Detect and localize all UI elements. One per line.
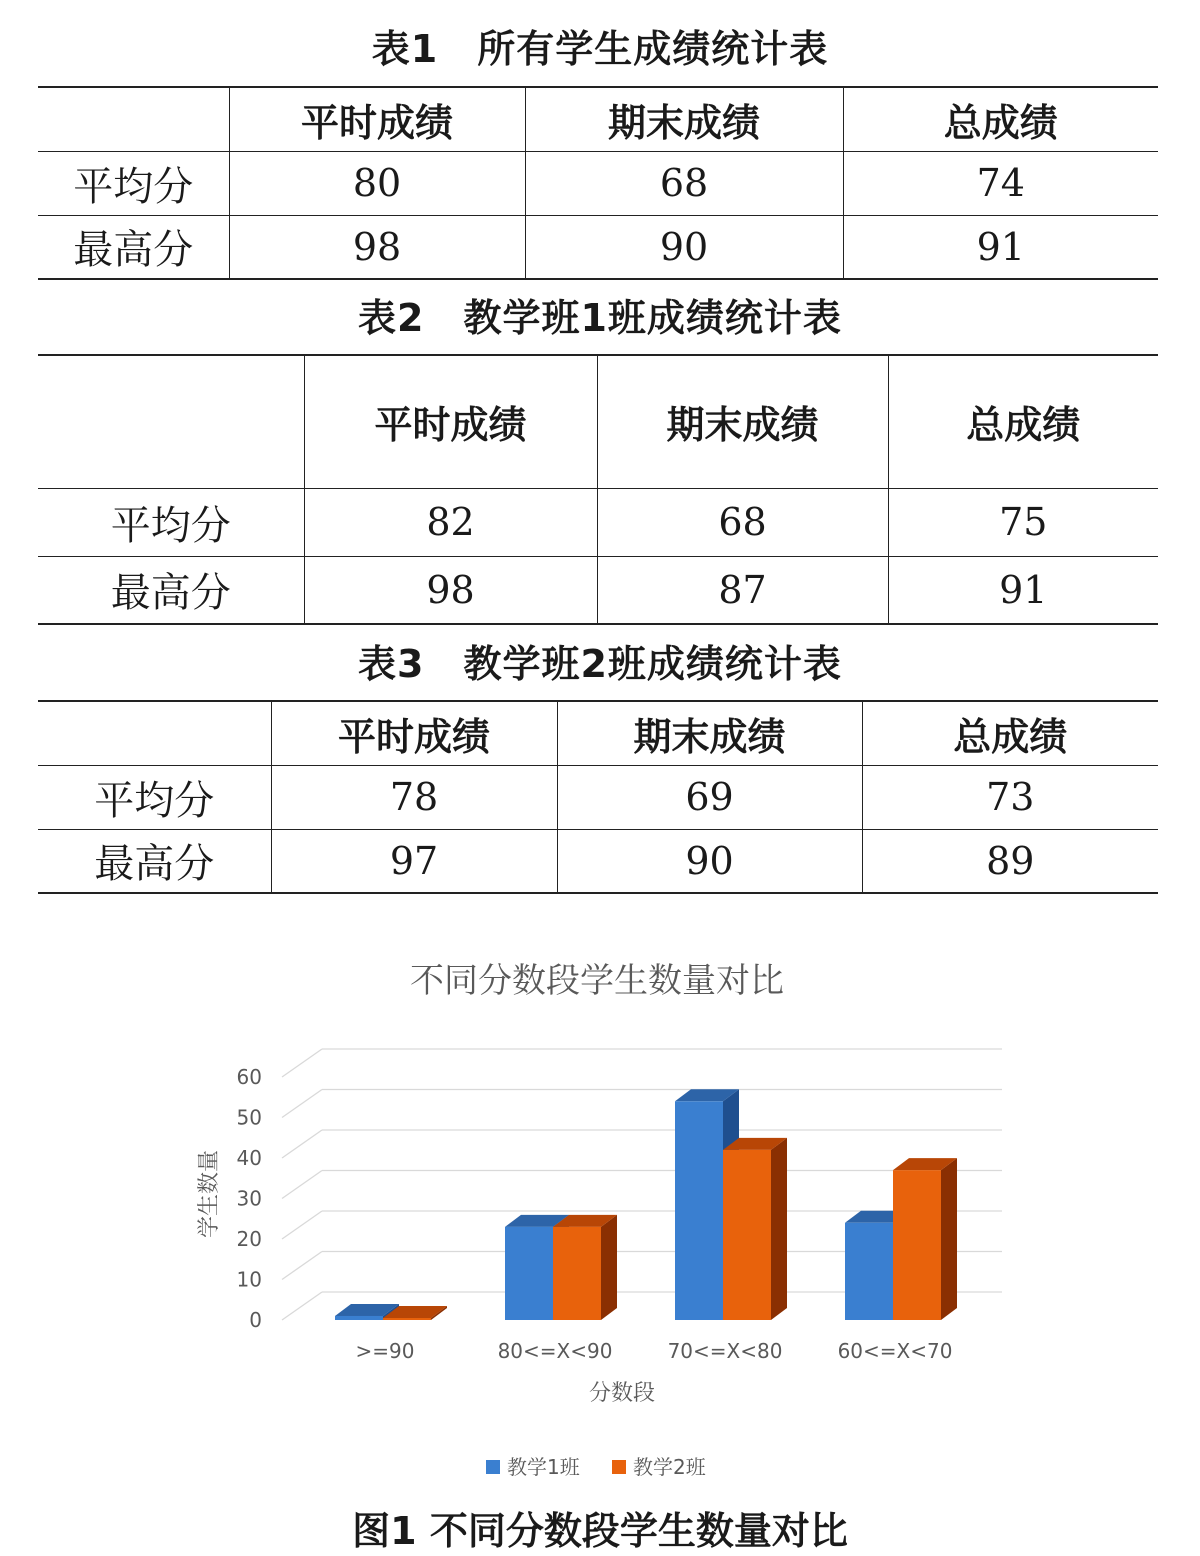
table1-header-col2: 期末成绩 <box>525 87 843 151</box>
bar-side <box>601 1215 617 1320</box>
table1-cell: 90 <box>525 215 843 279</box>
table2-header-col1: 平时成绩 <box>304 355 597 488</box>
table1-header-col3: 总成绩 <box>843 87 1158 151</box>
bar-side <box>771 1138 787 1320</box>
chart-y-label: 学生数量 <box>197 1149 222 1239</box>
bar <box>845 1223 893 1320</box>
table2-row-label: 最高分 <box>38 556 304 624</box>
y-tick-label: 10 <box>236 1267 262 1292</box>
x-tick-label: >=90 <box>355 1339 415 1363</box>
gridline-depth <box>282 1090 322 1118</box>
y-tick-label: 40 <box>236 1146 262 1170</box>
table2-cell: 87 <box>597 556 888 624</box>
gridline-depth <box>282 1130 322 1158</box>
table2-header-corner <box>38 355 304 488</box>
chart-y-axis <box>237 1065 262 1332</box>
table3-header-col2: 期末成绩 <box>557 701 862 765</box>
table1-row-label: 平均分 <box>38 151 229 215</box>
bar <box>675 1101 723 1320</box>
table2-cell: 68 <box>597 488 888 556</box>
gridline-depth <box>282 1252 322 1280</box>
table2-cell: 98 <box>304 556 597 624</box>
gridline-depth <box>282 1049 322 1077</box>
table3-caption: 表3 教学班2班成绩统计表 <box>358 642 842 686</box>
table3-cell: 89 <box>862 829 1158 893</box>
legend-label-class1: 教学1班 <box>507 1455 580 1479</box>
bar-side <box>941 1158 957 1320</box>
table2-header-col3: 总成绩 <box>888 355 1158 488</box>
table1-header-corner <box>38 87 229 151</box>
table3-cell: 73 <box>862 765 1158 829</box>
table1-caption: 表1 所有学生成绩统计表 <box>371 27 829 71</box>
table1-cell: 80 <box>229 151 525 215</box>
table3-header-col1: 平时成绩 <box>271 701 557 765</box>
table1-header-col1: 平时成绩 <box>229 87 525 151</box>
table1-cell: 98 <box>229 215 525 279</box>
table1-row-label: 最高分 <box>38 215 229 279</box>
chart-x-axis <box>356 1339 953 1363</box>
bar <box>383 1318 431 1320</box>
y-tick-label: 0 <box>249 1308 262 1332</box>
x-tick-label: 80<=X<90 <box>497 1339 613 1363</box>
bar-chart <box>0 940 1200 1500</box>
table3 <box>38 700 1158 894</box>
bar <box>553 1227 601 1320</box>
table2-cell: 82 <box>304 488 597 556</box>
table1-cell: 91 <box>843 215 1158 279</box>
bar <box>335 1316 383 1320</box>
table2 <box>38 354 1158 625</box>
chart-legend <box>486 1455 706 1479</box>
gridline-depth <box>282 1211 322 1239</box>
y-tick-label: 20 <box>236 1227 262 1251</box>
table3-header-corner <box>38 701 271 765</box>
x-tick-label: 70<=X<80 <box>667 1339 783 1363</box>
table3-row-label: 平均分 <box>38 765 271 829</box>
table3-row-label: 最高分 <box>38 829 271 893</box>
table2-caption: 表2 教学班1班成绩统计表 <box>358 296 842 340</box>
gridline-depth <box>282 1171 322 1199</box>
figure-caption: 图1 不同分数段学生数量对比 <box>352 1509 848 1553</box>
legend-swatch-class1 <box>486 1460 500 1474</box>
table3-cell: 69 <box>557 765 862 829</box>
y-tick-label: 30 <box>236 1186 262 1211</box>
bar <box>893 1170 941 1320</box>
table2-cell: 75 <box>888 488 1158 556</box>
legend-swatch-class2 <box>612 1460 626 1474</box>
chart-bars <box>335 1089 957 1320</box>
chart-title: 不同分数段学生数量对比 <box>410 961 784 1001</box>
table2-row-label: 平均分 <box>38 488 304 556</box>
gridline-depth <box>282 1292 322 1320</box>
table3-header-col3: 总成绩 <box>862 701 1158 765</box>
table2-header-col2: 期末成绩 <box>597 355 888 488</box>
table3-cell: 78 <box>271 765 557 829</box>
chart-x-label: 分数段 <box>588 1381 656 1406</box>
x-tick-label: 60<=X<70 <box>837 1339 953 1363</box>
table1 <box>38 86 1158 280</box>
bar <box>723 1150 771 1320</box>
y-tick-label: 60 <box>236 1065 262 1089</box>
table1-cell: 68 <box>525 151 843 215</box>
table3-cell: 90 <box>557 829 862 893</box>
y-tick-label: 50 <box>236 1105 262 1130</box>
table3-cell: 97 <box>271 829 557 893</box>
bar <box>505 1227 553 1320</box>
table2-cell: 91 <box>888 556 1158 624</box>
table1-cell: 74 <box>843 151 1158 215</box>
legend-label-class2: 教学2班 <box>633 1455 706 1479</box>
